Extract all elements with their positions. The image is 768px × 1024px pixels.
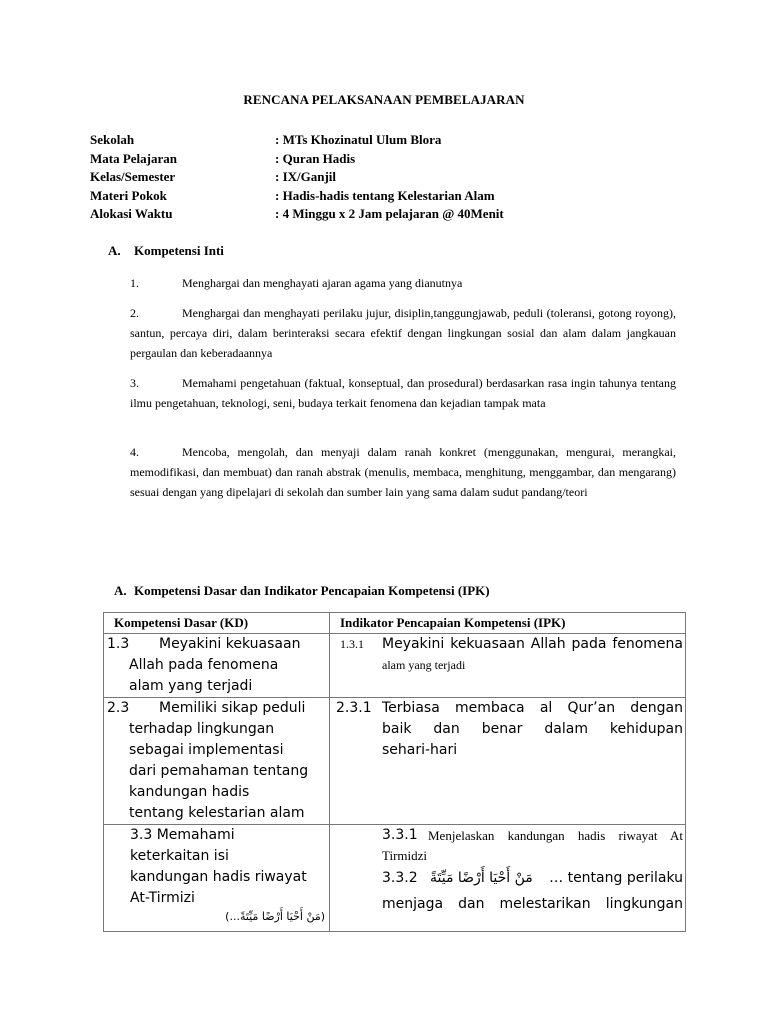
ipk-number: 3.3.1 (382, 827, 418, 843)
document-title: RENCANA PELAKSANAAN PEMBELAJARAN (243, 92, 525, 107)
kd-text: Meyakini kekuasaan (159, 636, 301, 652)
ki-number: 3. (130, 376, 139, 390)
ki-text: Mencoba, mengolah, dan menyaji dalam ranah konkret (menggunakan, mengurai, merangkai, memodifikasi, dan membuat) dan ranah abstrak (menulis, membaca, menghitung, menggambar, dan mengarang) sesuai dengan yang dipelajari di sekolah dan sumber lain yang sama dalam sudut pandang/teori (130, 445, 676, 499)
kd-text-line: Allah pada fenomena (129, 657, 279, 673)
info-value: : Hadis-hadis tentang Kelestarian Alam (275, 187, 495, 203)
ipk-cell (330, 698, 686, 825)
ki-item-4 (130, 442, 676, 502)
ki-text: Memahami pengetahuan (faktual, konseptual, dan prosedural) berdasarkan rasa ingin tahunya tentang ilmu pengetahuan, teknologi, seni, budaya terkait fenomena dan kejadian tampak mata (130, 376, 676, 410)
info-label: Alokasi Waktu (90, 206, 173, 221)
kd-text-line: tentang kelestarian alam (129, 805, 305, 821)
info-value: : MTs Khozinatul Ulum Blora (275, 132, 442, 147)
kd-text-line: keterkaitan isi (130, 848, 229, 864)
kd-cell (104, 825, 330, 932)
table-row (104, 698, 686, 825)
table-header-row (104, 613, 686, 634)
ipk-cell (330, 825, 686, 932)
kd-number: 1.3 (107, 636, 130, 652)
ipk-text-after-arabic: … tentang perilaku (549, 870, 683, 886)
info-row-alokasi-waktu (90, 205, 504, 224)
ki-item-3 (130, 373, 676, 413)
ki-text: Menghargai dan menghayati ajaran agama yang dianutnya (182, 276, 463, 290)
info-row-sekolah (90, 131, 504, 150)
ipk-text: Menjelaskan kandungan hadis riwayat At (428, 828, 683, 843)
kd-text-line: kandungan hadis riwayat (130, 869, 307, 885)
kd-text-line: At-Tirmizi (130, 890, 195, 906)
info-value: : 4 Minggu x 2 Jam pelajaran @ 40Menit (275, 206, 504, 221)
section-heading-kd-ipk (114, 583, 490, 599)
kd-cell (104, 634, 330, 698)
kd-cell (104, 698, 330, 825)
ipk-text-first: Meyakini kekuasaan Allah pada fenomena (382, 636, 683, 652)
ipk-number: 1.3.1 (340, 637, 364, 651)
ki-item-2 (130, 303, 676, 363)
section-number: A. (114, 583, 127, 598)
ipk-number: 3.3.2 (382, 870, 418, 886)
info-row-materi-pokok (90, 187, 504, 206)
kd-text-line: kandungan hadis (129, 784, 250, 800)
ipk-text-line: alam yang terjadi (382, 658, 466, 672)
ipk-text-line: Tirmidzi (382, 848, 428, 863)
kd-text-line: alam yang terjadi (129, 678, 253, 694)
info-label: Mata Pelajaran (90, 150, 178, 166)
ipk-number: 2.3.1 (336, 700, 372, 716)
section-title: Kompetensi Inti (134, 243, 224, 258)
kd-text-line: dari pemahaman tentang (129, 763, 309, 779)
info-row-kelas-semester (90, 168, 504, 187)
kd-text-line: 3.3 Memahami (130, 827, 235, 843)
identity-block (90, 131, 504, 224)
kd-text: Memiliki sikap peduli (159, 700, 306, 716)
info-label: Materi Pokok (90, 187, 167, 203)
ipk-text-line: sehari-hari (382, 742, 458, 758)
ipk-text (430, 865, 683, 891)
column-header-ipk: Indikator Pencapaian Kompetensi (IPK) (330, 613, 686, 634)
ipk-arabic-hadith: مَنْ أَحْيَا أَرْضًا مَيِّتَةً (430, 870, 533, 886)
kd-number: 2.3 (107, 700, 130, 716)
column-header-kd: Kompetensi Dasar (KD) (104, 613, 330, 634)
ki-number: 1. (130, 276, 139, 290)
kd-arabic-hadith: (مَنْ أَحْيَا أَرْضًا مَيِّتَةً...) (225, 910, 325, 923)
info-row-mata-pelajaran (90, 150, 504, 169)
kd-text-line: sebagai implementasi (129, 742, 284, 758)
ki-text: Menghargai dan menghayati perilaku jujur, disiplin,tanggungjawab, peduli (toleransi, gotong royong), santun, percaya diri, dalam berinteraksi secara efektif dengan lingkungan sosial dan alam dalam jangkauan pergaulan dan keberadaannya (130, 306, 676, 360)
table-row (104, 634, 686, 698)
info-label: Sekolah (90, 132, 135, 147)
ipk-cell (330, 634, 686, 698)
section-title: Kompetensi Dasar dan Indikator Pencapaian Kompetensi (IPK) (134, 583, 490, 598)
kd-ipk-table (103, 612, 686, 932)
ki-item-1 (130, 273, 676, 293)
ipk-text-line: baik dan benar dalam kehidupan (382, 721, 683, 737)
info-value: : Quran Hadis (275, 150, 356, 166)
ipk-text (382, 634, 683, 655)
section-heading-kompetensi-inti (108, 243, 224, 259)
section-number: A. (108, 243, 121, 258)
ki-number: 2. (130, 306, 139, 320)
ki-number: 4. (130, 445, 139, 459)
table-row (104, 825, 686, 932)
info-label: Kelas/Semester (90, 169, 176, 184)
info-value: : IX/Ganjil (275, 169, 337, 184)
kd-text-line: terhadap lingkungan (129, 721, 275, 737)
ipk-text: Terbiasa membaca al Qur’an dengan (382, 700, 683, 716)
ipk-text-line: menjaga dan melestarikan lingkungan (382, 896, 683, 912)
